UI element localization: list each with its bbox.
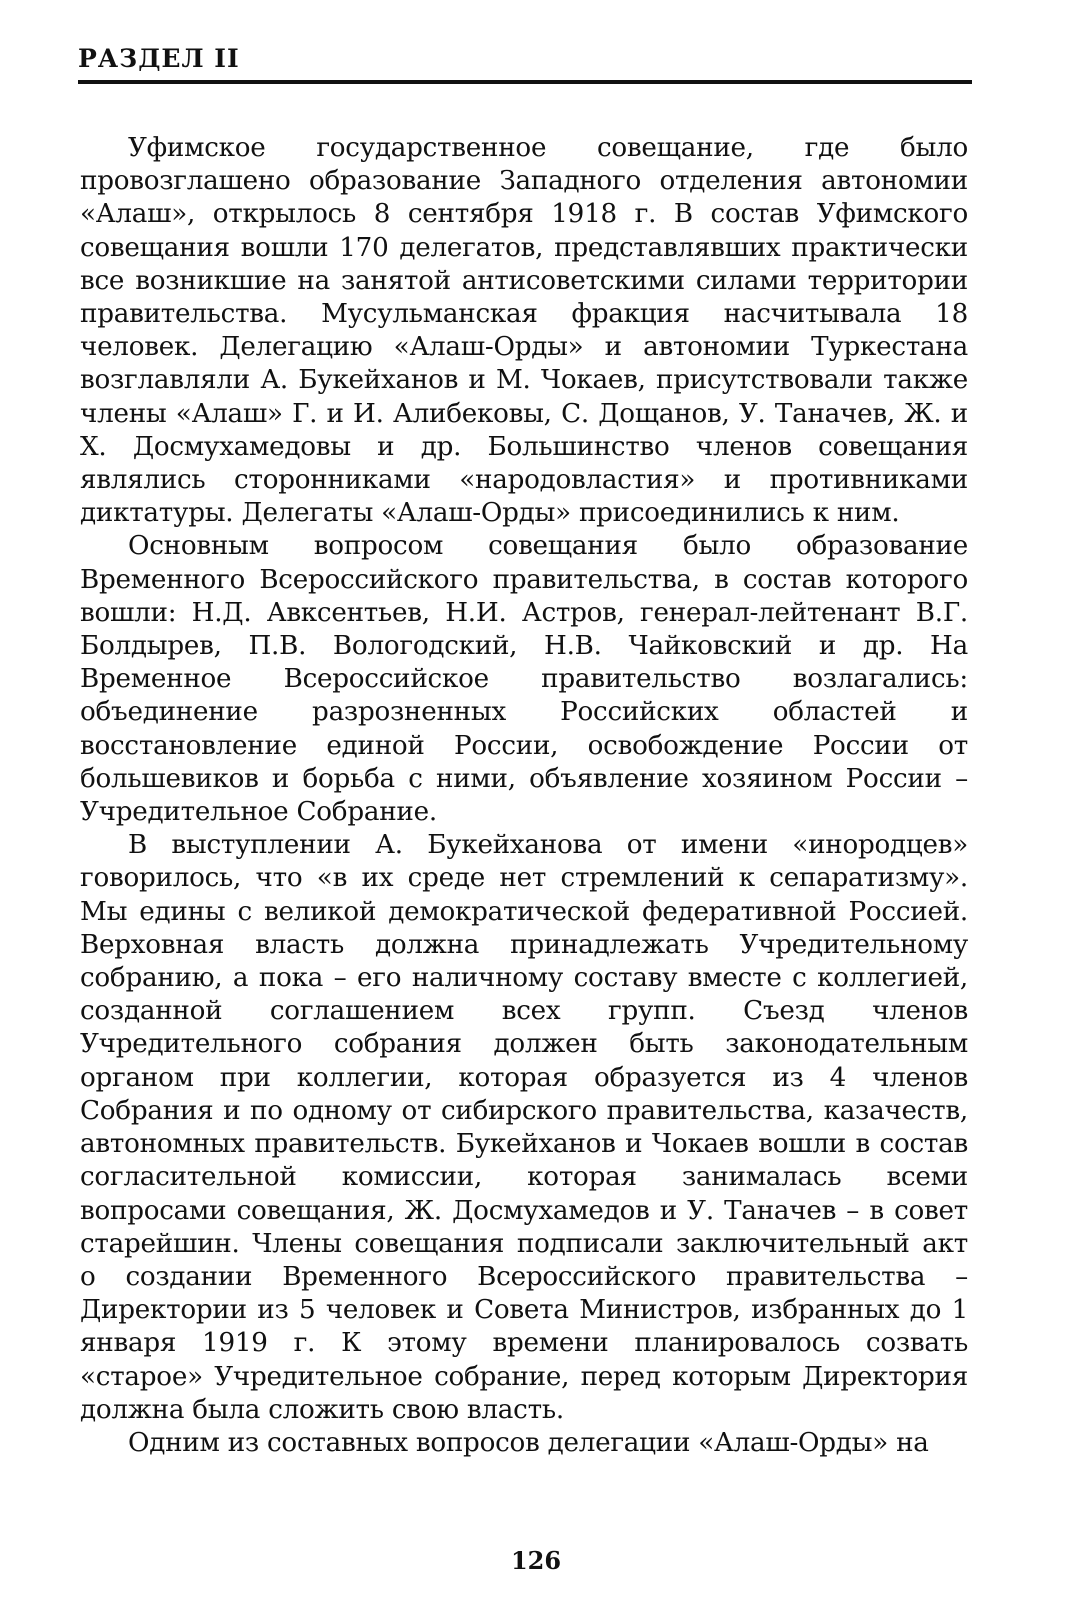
page-number: 126	[510, 1546, 562, 1575]
paragraph-continued: Одним из составных вопросов делегации «Алаш-Орды» на	[128, 1427, 929, 1458]
paragraph-bukeikhanov-speech: В выступлении А. Букейханова от имени «инородцев» говорилось, что «в их среде нет стремлений к сепаратизму». Мы едины с великой демократической федеративной Россией. Верховная власть должна принадлежать Учредительному собранию, а пока – его наличному составу вместе с коллегией, созданной соглашением всех групп. Съезд членов Учредительного собрания должен быть законодательным органом при коллегии, которая образуется из 4 членов Собрания и по одному от сибирского правительства, казачеств, автономных правительств. Букейханов и Чокаев вошли в состав согласительной комиссии, которая занималась всеми вопросами совещания, Ж. Досмухамедов и У. Таначев – в совет старейшин. Члены совещания подписали заключительный акт о создании Временного Всероссийского правительства – Директории из 5 человек и Совета Министров, избранных до 1 января 1919 г. К этому времени планировалось созвать «старое» Учредительное собрание, перед которым Директория должна была сложить свою власть.	[80, 830, 968, 1425]
body-text	[80, 132, 968, 1460]
running-head: РАЗДЕЛ II	[78, 44, 240, 73]
header-rule	[78, 80, 972, 84]
paragraph-provisional-government: Основным вопросом совещания было образование Временного Всероссийского правительства, в состав которого вошли: Н.Д. Авксентьев, Н.И. Астров, генерал-лейтенант В.Г. Болдырев, П.В. Вологодский, Н.В. Чайковский и др. На Временное Всероссийское правительство возлагались: объединение разрозненных Российских областей и восстановление единой России, освобождение России от большевиков и борьба с ними, объявление хозяином России – Учредительное Собрание.	[80, 531, 968, 828]
paragraph-ufa-meeting: Уфимское государственное совещание, где было провозглашено образование Западного отделения автономии «Алаш», открылось 8 сентября 1918 г. В состав Уфимского совещания вошли 170 делегатов, представлявших практически все возникшие на занятой антисоветскими силами территории правительства. Мусульманская фракция насчитывала 18 человек. Делегацию «Алаш-Орды» и автономии Туркестана возглавляли А. Букейханов и М. Чокаев, присутствовали также члены «Алаш» Г. и И. Алибековы, С. Дощанов, У. Таначев, Ж. и Х. Досмухамедовы и др. Большинство членов совещания являлись сторонниками «народовластия» и противниками диктатуры. Делегаты «Алаш-Орды» присоединились к ним.	[80, 133, 968, 529]
